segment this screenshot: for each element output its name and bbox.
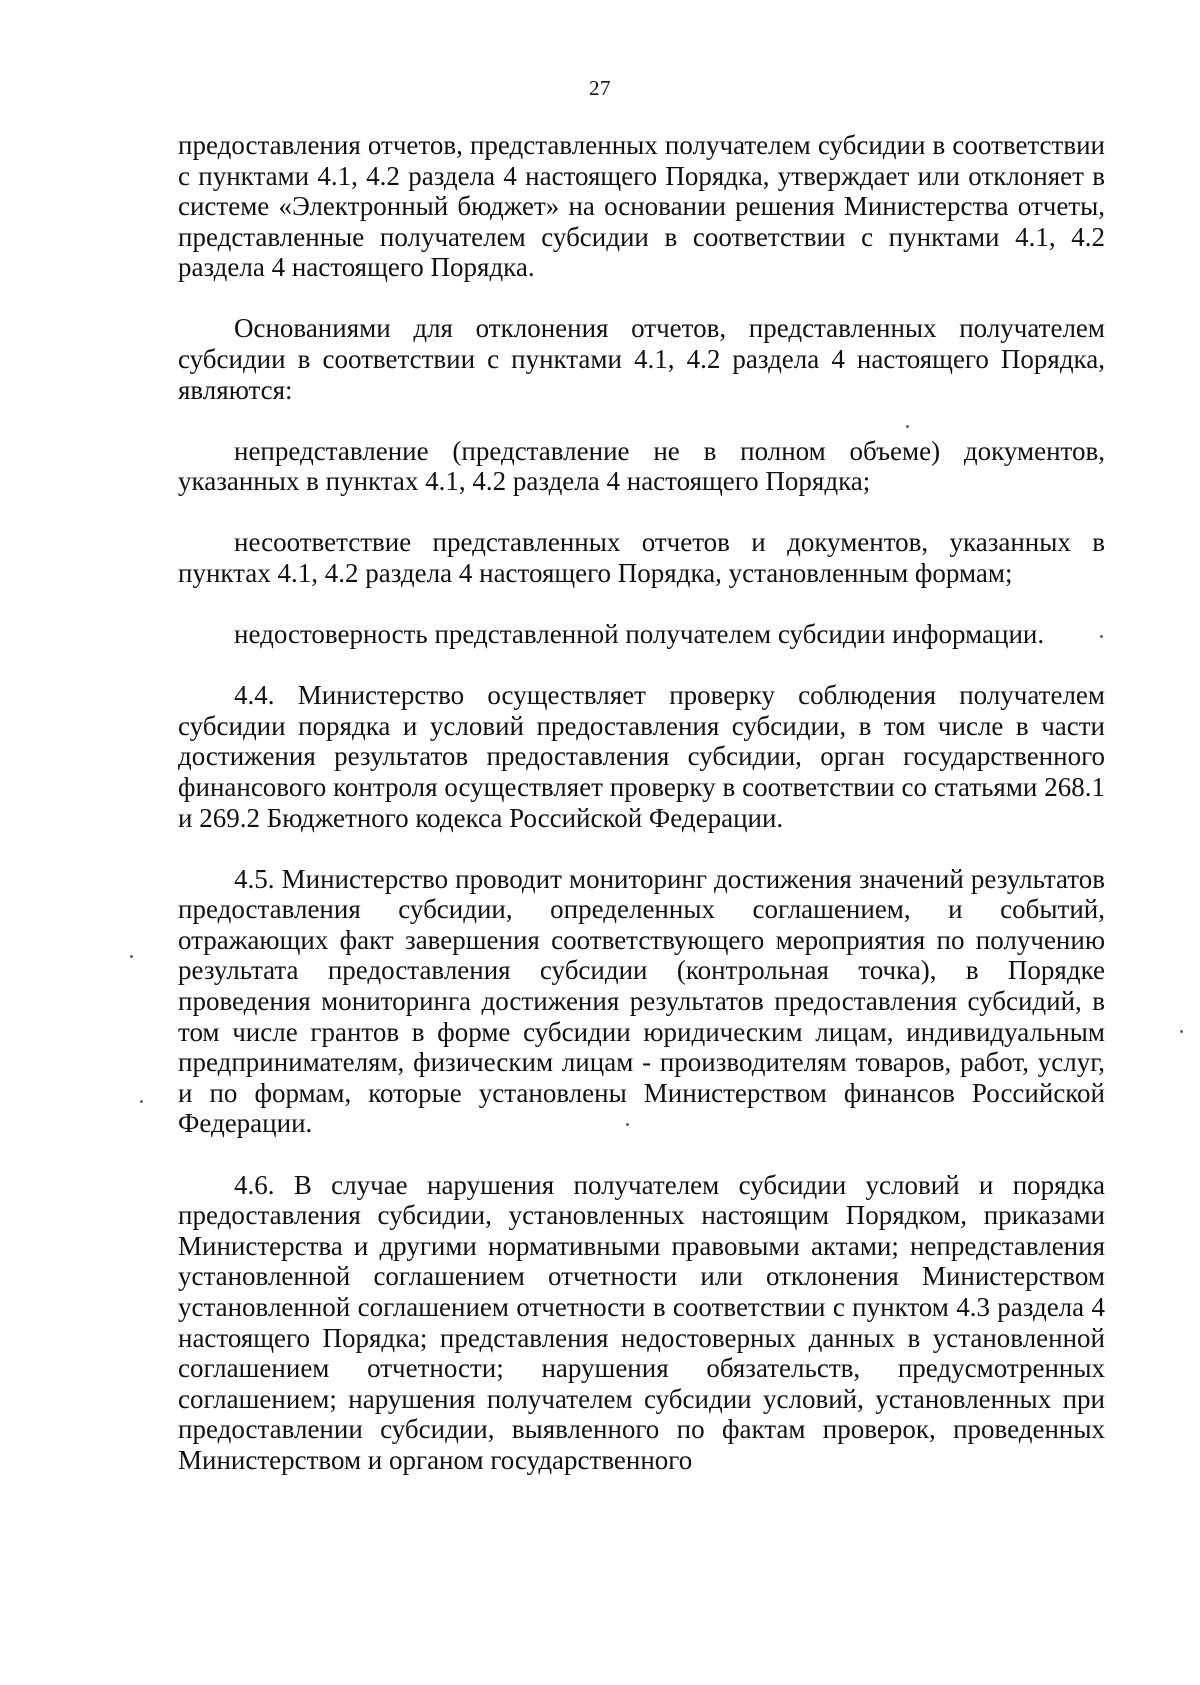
paragraph-ground-unreliability: недостоверность представленной получателем субсидии информации. [234,619,1045,650]
paragraph-4-5: 4.5. Министерство проводит мониторинг достижения значений результатов предоставления субсидии, определенных соглашением, и событий, отражающих факт завершения соответствующего мероприятия по получению результата предоставления субсидии (контрольная точка), в Порядке проведения мониторинга достижения результатов предоставления субсидий, в том числе грантов в форме субсидии юридическим лицам, индивидуальным предпринимателям, физическим лицам - производителям товаров, работ, услуг, и по формам, которые установлены Министерством финансов Российской Федерации. [178,863,1105,1139]
page-number: 27 [589,76,611,100]
paragraph-ground-nonconformity: несоответствие представленных отчетов и документов, указанных в пунктах 4.1, 4.2 раздела 4 настоящего Порядка, установленным формам; [178,527,1105,589]
scan-speck [1180,1030,1183,1033]
scan-speck [906,425,909,428]
scan-speck [626,1123,629,1126]
document-body [178,130,1105,1506]
paragraph-continuation: предоставления отчетов, представленных получателем субсидии в соответствии с пунктами 4.1, 4.2 раздела 4 настоящего Порядка, утверждает или отклоняет в системе «Электронный бюджет» на основании решения Министерства отчеты, представленные получателем субсидии в соответствии с пунктами 4.1, 4.2 раздела 4 настоящего Порядка. [178,130,1105,283]
paragraph-rejection-grounds: Основаниями для отклонения отчетов, представленных получателем субсидии в соответствии с пунктами 4.1, 4.2 раздела 4 настоящего Порядка, являются: [178,313,1105,405]
scan-speck [140,1100,143,1103]
scan-speck [1100,635,1103,638]
paragraph-4-4: 4.4. Министерство осуществляет проверку соблюдения получателем субсидии порядка и условий предоставления субсидии, в том числе в части достижения результатов предоставления субсидии, орган государственного финансового контроля осуществляет проверку в соответствии со статьями 268.1 и 269.2 Бюджетного кодекса Российской Федерации. [178,680,1105,833]
paragraph-ground-nonsubmission: непредставление (представление не в полном объеме) документов, указанных в пунктах 4.1, 4.2 раздела 4 настоящего Порядка; [178,435,1105,497]
paragraph-4-6: 4.6. В случае нарушения получателем субсидии условий и порядка предоставления субсидии, установленных настоящим Порядком, приказами Министерства и другими нормативными правовыми актами; непредставления установленной соглашением отчетности или отклонения Министерством установленной соглашением отчетности в соответствии с пунктом 4.3 раздела 4 настоящего Порядка; представления недостоверных данных в установленной соглашением отчетности; нарушения обязательств, предусмотренных соглашением; нарушения получателем субсидии условий, установленных при предоставлении субсидии, выявленного по фактам проверок, проведенных Министерством и органом государственного [178,1169,1105,1475]
scan-speck [130,955,133,958]
